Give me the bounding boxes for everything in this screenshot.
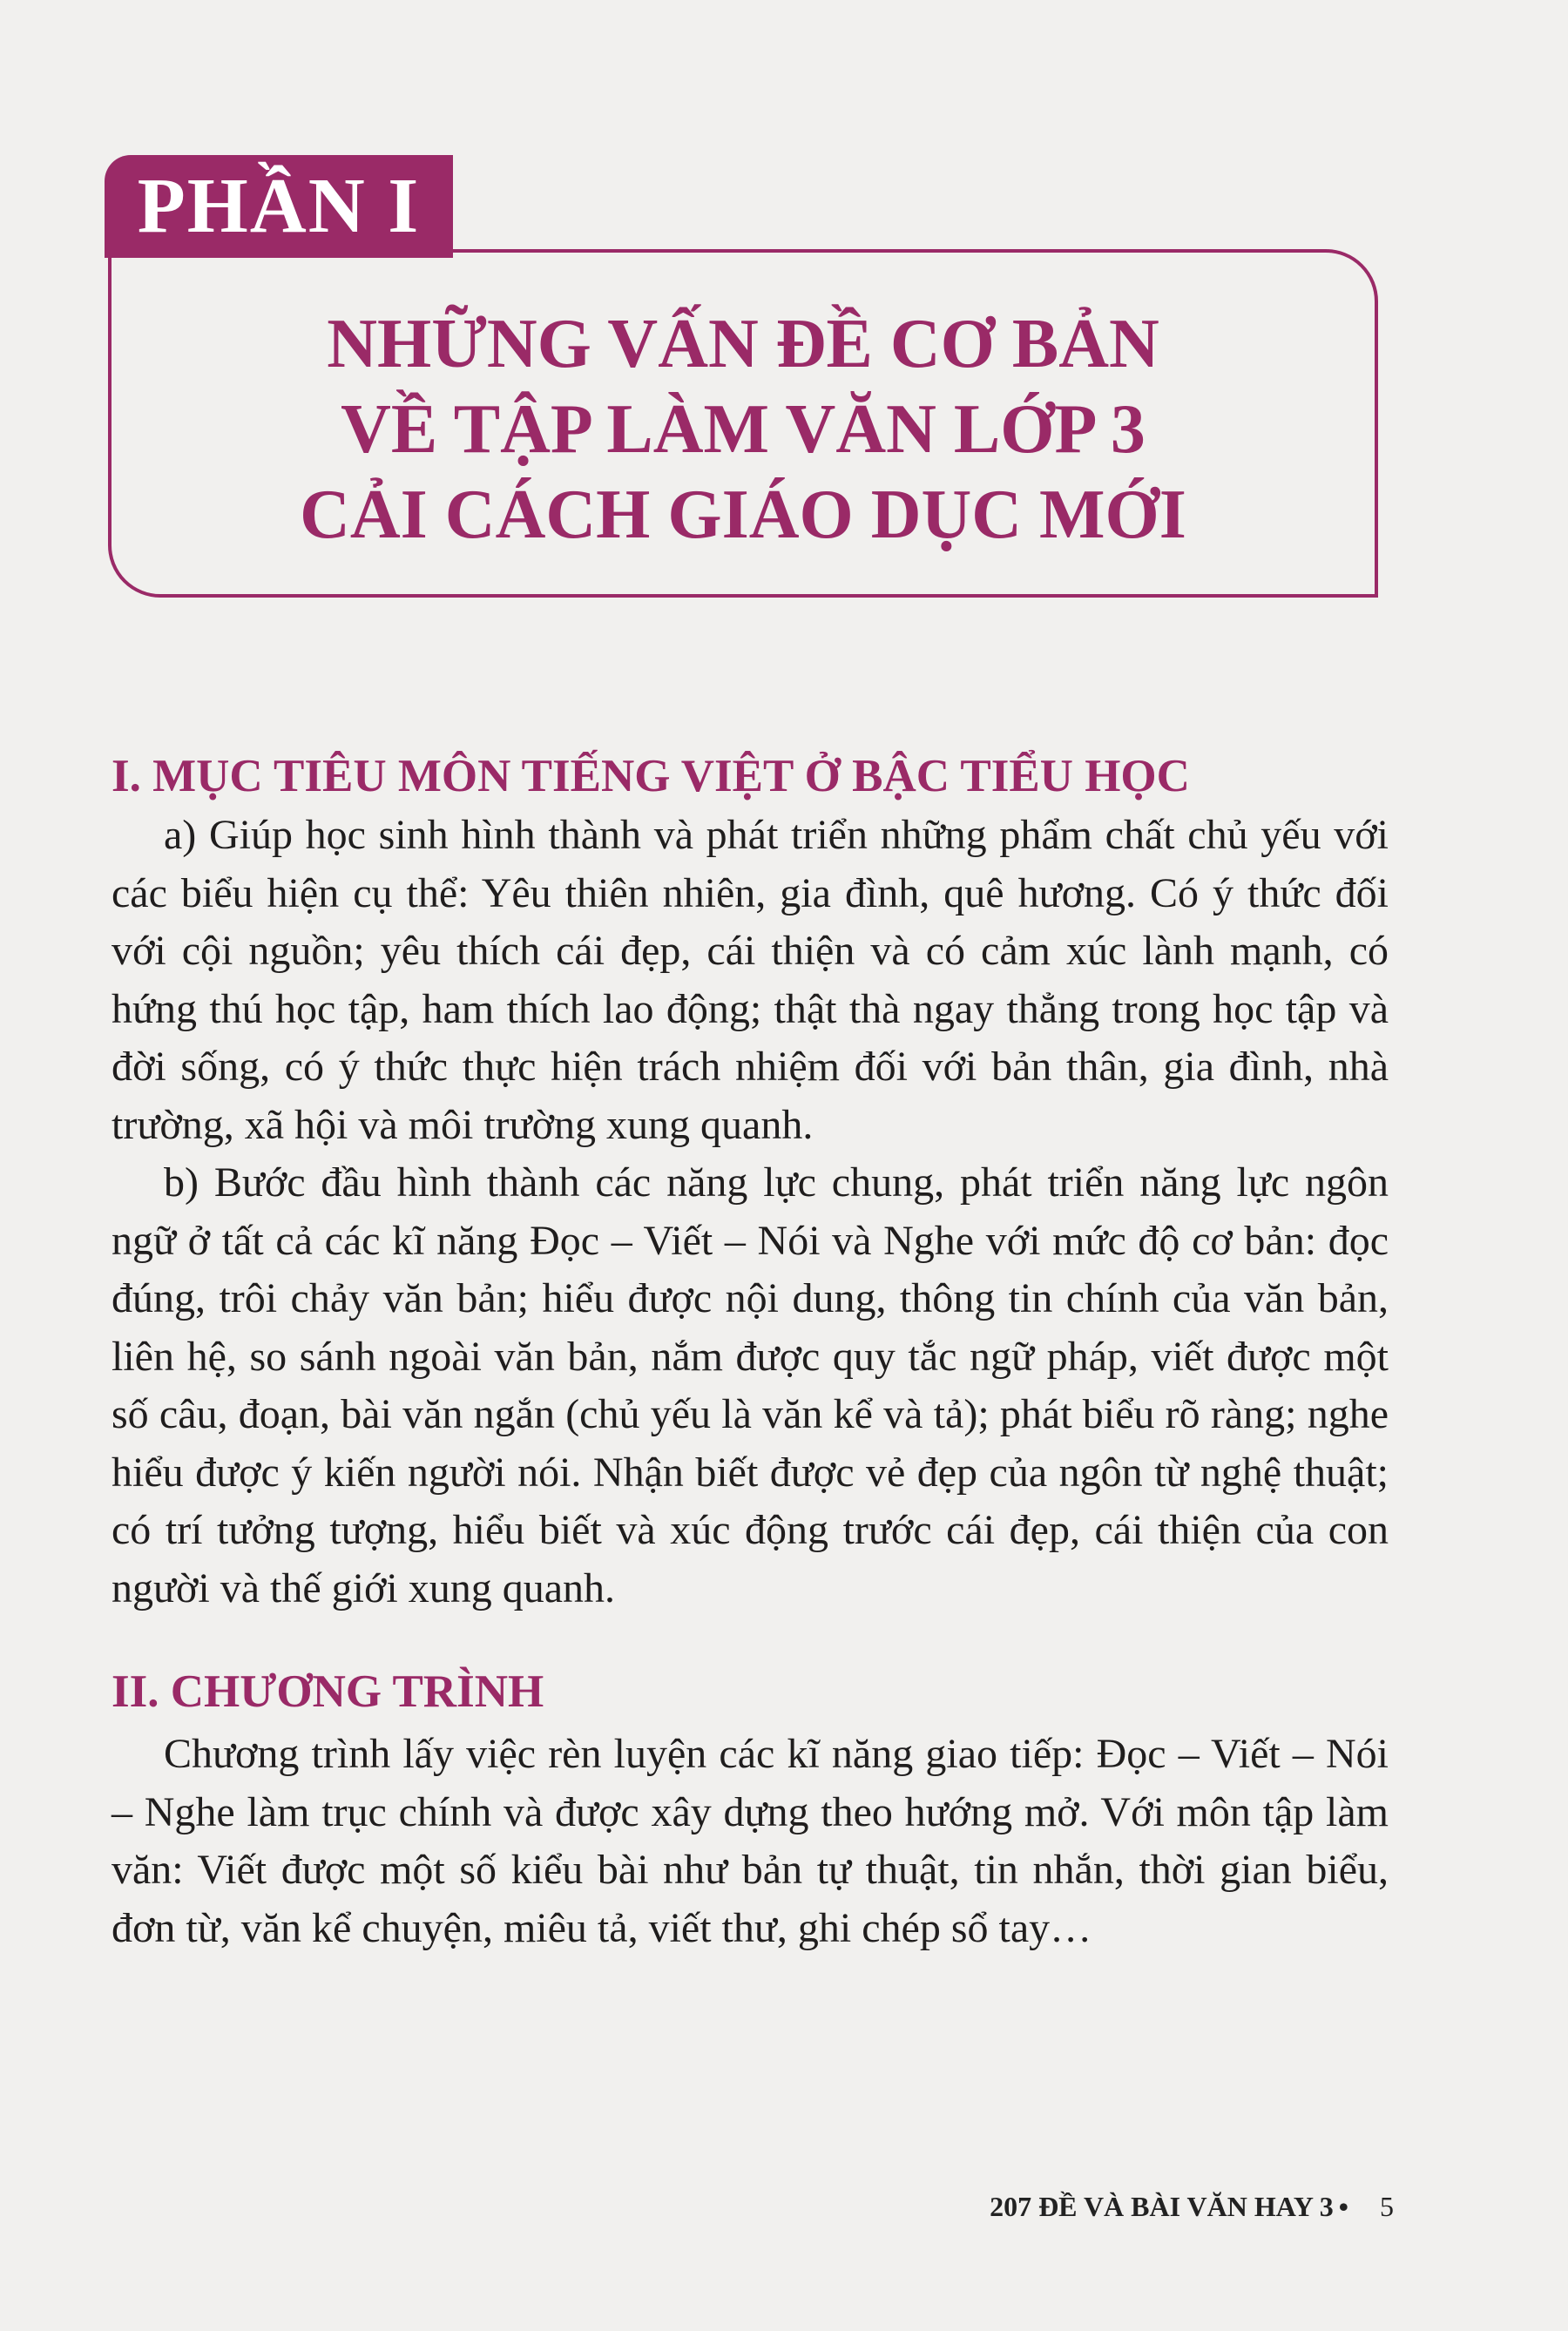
page-number: 5 [1380,2191,1394,2222]
part-title-line-2: VỀ TẬP LÀM VĂN LỚP 3 [341,391,1146,468]
footer-separator: • [1338,2191,1348,2222]
page-footer [990,2191,1394,2223]
paragraph-objective-b: b) Bước đầu hình thành các năng lực chung, phát triển năng lực ngôn ngữ ở tất cả các kĩ năng Đọc – Viết – Nói và Nghe với mức độ cơ bản: đọc đúng, trôi chảy văn bản; hiểu được nội dung, thông tin chính của văn bản, liên hệ, so sánh ngoài văn bản, nắm được quy tắc ngữ pháp, viết được một số câu, đoạn, bài văn ngắn (chủ yếu là văn kể và tả); phát biểu rõ ràng; nghe hiểu được ý kiến người nói. Nhận biết được vẻ đẹp của ngôn từ nghệ thuật; có trí tưởng tượng, hiểu biết và xúc động trước cái đẹp, cái thiện của con người và thế giới xung quanh. [112,1159,1389,1611]
part-title-line-3: CẢI CÁCH GIÁO DỤC MỚI [300,476,1186,553]
paragraph-objective-a: a) Giúp học sinh hình thành và phát triển những phẩm chất chủ yếu với các biểu hiện cụ thể: Yêu thiên nhiên, gia đình, quê hương. Có ý thức đối với cội nguồn; yêu thích cái đẹp, cái thiện và có cảm xúc lành mạnh, có hứng thú học tập, ham thích lao động; thật thà ngay thẳng trong học tập và đời sống, có ý thức thực hiện trách nhiệm đối với bản thân, gia đình, nhà trường, xã hội và môi trường xung quanh. [112,812,1389,1148]
section-heading-program: II. CHƯƠNG TRÌNH [112,1666,544,1717]
page-content [112,746,1389,1957]
part-label: PHẦN I [105,155,453,258]
section-heading-objectives: I. MỤC TIÊU MÔN TIẾNG VIỆT Ở BẬC TIỂU HỌC [112,751,1190,801]
part-title [108,301,1378,557]
paragraph-program: Chương trình lấy việc rèn luyện các kĩ năng giao tiếp: Đọc – Viết – Nói – Nghe làm trục chính và được xây dựng theo hướng mở. Với môn tập làm văn: Viết được một số kiểu bài như bản tự thuật, tin nhắn, thời gian biểu, đơn từ, văn kể chuyện, miêu tả, viết thư, ghi chép sổ tay… [112,1731,1389,1951]
footer-book-title: 207 ĐỀ VÀ BÀI VĂN HAY 3 [990,2191,1334,2222]
part-title-line-1: NHỮNG VẤN ĐỀ CƠ BẢN [327,306,1159,382]
